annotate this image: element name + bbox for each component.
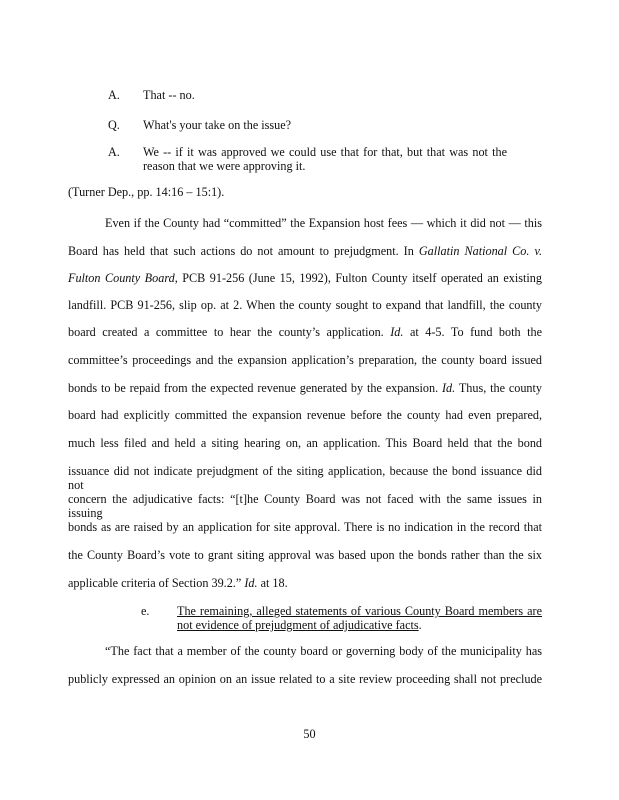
text-segment: committee’s proceedings and the expansion application’s preparation, the county board issued [68, 353, 542, 367]
text-line [68, 381, 542, 395]
deposition-citation: (Turner Dep., pp. 14:16 – 15:1). [68, 185, 225, 199]
text-segment: applicable criteria of Section 39.2.” [68, 576, 245, 590]
text-segment: Thus, the county [455, 381, 542, 395]
text-segment: publicly expressed an opinion on an issue related to a site review proceeding shall not preclude [68, 672, 542, 686]
transcript-speaker: A. [108, 88, 120, 102]
text-segment: board had explicitly committed the expansion revenue before the county had even prepared, [68, 408, 542, 422]
transcript-answer: That -- no. [143, 88, 195, 102]
case-citation-italic: Fulton County Board [68, 271, 175, 285]
case-citation-italic: Id. [244, 576, 258, 590]
section-heading-line [177, 618, 422, 632]
text-segment: “The fact that a member of the county board or governing body of the municipality has [105, 644, 542, 658]
text-segment: board created a committee to hear the county’s application. [68, 325, 391, 339]
text-segment: concern the adjudicative facts: “[t]he County Board was not faced with the same issues in issuing [68, 492, 542, 520]
transcript-speaker: Q. [108, 118, 120, 132]
section-heading-line: The remaining, alleged statements of various County Board members are [177, 604, 542, 618]
text-line [68, 325, 542, 339]
text-line [68, 464, 542, 492]
text-segment: at 4-5. To fund both the [403, 325, 542, 339]
text-line [68, 353, 542, 367]
text-segment: landfill. PCB 91-256, slip op. at 2. When the county sought to expand that landfill, the county [68, 298, 542, 312]
text-segment: bonds to be repaid from the expected revenue generated by the expansion. [68, 381, 442, 395]
transcript-speaker: A. [108, 145, 120, 159]
text-segment: at 18. [257, 576, 288, 590]
text-line [68, 271, 542, 285]
text-segment: Even if the County had “committed” the Expansion host fees — which it did not — this [105, 216, 542, 230]
text-segment: , PCB 91-256 (June 15, 1992), Fulton County itself operated an existing [174, 271, 542, 285]
text-segment: bonds as are raised by an application for site approval. There is no indication in the record that [68, 520, 542, 534]
text-line [68, 576, 288, 590]
transcript-answer: We -- if it was approved we could use that for that, but that was not the [143, 145, 507, 159]
transcript-answer-continued: reason that we were approving it. [143, 159, 306, 173]
case-citation-italic: Id. [442, 381, 456, 395]
text-segment: issuance did not indicate prejudgment of the siting application, because the bond issuance did not [68, 464, 542, 492]
page-number: 50 [303, 727, 316, 741]
text-line [105, 644, 542, 658]
text-line [68, 520, 542, 534]
text-line [68, 548, 542, 562]
transcript-question: What's your take on the issue? [143, 118, 292, 132]
text-segment: much less filed and held a siting hearing on, an application. This Board held that the bond [68, 436, 542, 450]
section-heading-period: . [418, 618, 422, 632]
text-segment: Board has held that such actions do not amount to prejudgment. In [68, 244, 419, 258]
section-heading-text: not evidence of prejudgment of adjudicative facts [177, 618, 419, 632]
text-line [68, 244, 542, 258]
text-line [68, 298, 542, 312]
case-citation-italic: Id. [390, 325, 404, 339]
text-line [68, 408, 542, 422]
text-line [105, 216, 542, 230]
text-line [68, 436, 542, 450]
text-line [68, 672, 542, 686]
case-citation-italic: Gallatin National Co. v. [418, 244, 542, 258]
text-segment: the County Board’s vote to grant siting approval was based upon the bonds rather than the six [68, 548, 542, 562]
text-line [68, 492, 542, 520]
section-marker: e. [141, 604, 150, 618]
